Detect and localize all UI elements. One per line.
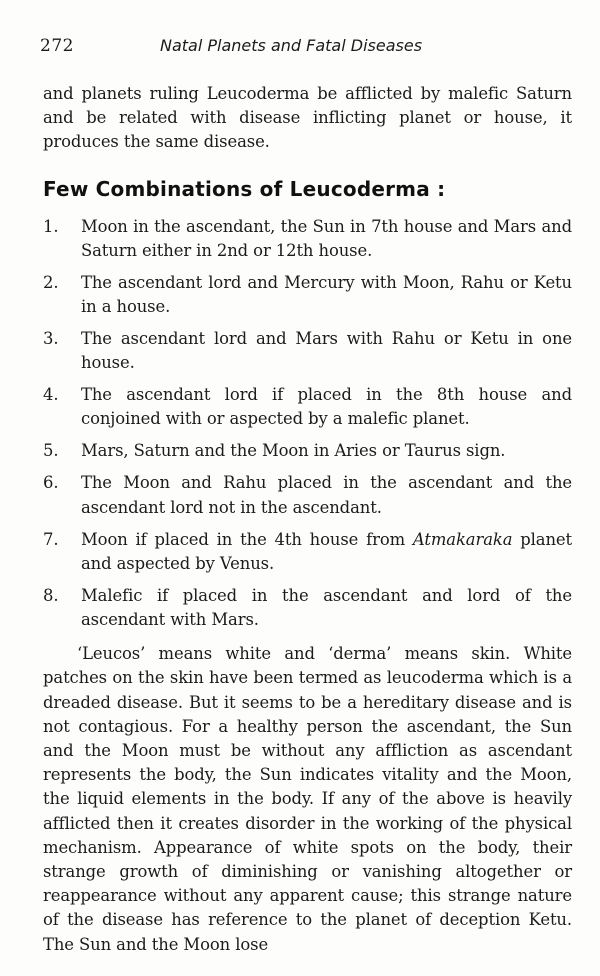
combination-list: [43, 215, 572, 633]
list-item: [43, 471, 572, 519]
list-item: [43, 584, 572, 632]
list-item-text: [81, 530, 572, 573]
list-item-number: 8.: [43, 585, 59, 605]
running-title: Natal Planets and Fatal Diseases: [160, 36, 423, 55]
list-item-text-part: Moon if placed in the 4th house from: [81, 529, 413, 549]
list-item-number: 6.: [43, 473, 59, 493]
list-item-number: 5.: [43, 441, 59, 461]
list-item-number: 1.: [43, 216, 59, 236]
page-header: [40, 36, 560, 60]
list-item: [43, 383, 572, 431]
intro-paragraph: and planets ruling Leucoderma be afflicted by malefic Saturn and be related with disease inflicting planet or house, it produces the same disease.: [43, 84, 572, 152]
list-item-text: Moon in the ascendant, the Sun in 7th house and Mars and Saturn either in 2nd or 12th house.: [81, 216, 572, 260]
page-number: 272: [40, 36, 74, 56]
list-item-text-part: planet and aspected by Venus.: [81, 529, 573, 573]
list-item-number: 4.: [43, 385, 59, 405]
page-body: [43, 82, 572, 957]
list-item-text: The ascendant lord and Mars with Rahu or Ketu in one house.: [81, 329, 572, 373]
list-item: [43, 327, 572, 375]
list-item-number: 3.: [43, 329, 59, 349]
list-item: [43, 271, 572, 319]
atmakaraka-term: Atmakaraka: [412, 529, 513, 549]
list-item-text: The Moon and Rahu placed in the ascendant and the ascendant lord not in the ascendant.: [81, 473, 572, 517]
list-item-number: 7.: [43, 529, 59, 549]
list-item-text: The ascendant lord and Mercury with Moon, Rahu or Ketu in a house.: [81, 272, 572, 317]
closing-paragraph: ‘Leucos’ means white and ‘derma’ means skin. White patches on the skin have been termed as leucoderma which is a dreaded disease. But it seems to be a hereditary disease and is not contagious. For a healthy person the ascendant, the Sun and the Moon must be without any affliction as ascendant represents the body, the Sun indicates vitality and the Moon, the liquid elements in the body. If any of the above is heavily afflicted then it creates disorder in the working of the physical mechanism. Appearance of white spots on the body, their strange growth of diminishing or vanishing altogether or reappearance without any apparent cause; this strange nature of the disease has reference to the planet of deception Ketu. The Sun and the Moon lose: [43, 644, 572, 954]
list-item-text: The ascendant lord if placed in the 8th house and conjoined with or aspected by a malefic planet.: [81, 385, 572, 429]
list-item-text: Mars, Saturn and the Moon in Aries or Taurus sign.: [81, 441, 506, 461]
list-item: [43, 528, 572, 576]
list-item-text: Malefic if placed in the ascendant and lord of the ascendant with Mars.: [81, 585, 572, 630]
list-item: [43, 215, 572, 263]
list-item-number: 2.: [43, 272, 59, 292]
list-item: [43, 439, 572, 463]
section-heading: Few Combinations of Leucoderma :: [43, 176, 446, 201]
